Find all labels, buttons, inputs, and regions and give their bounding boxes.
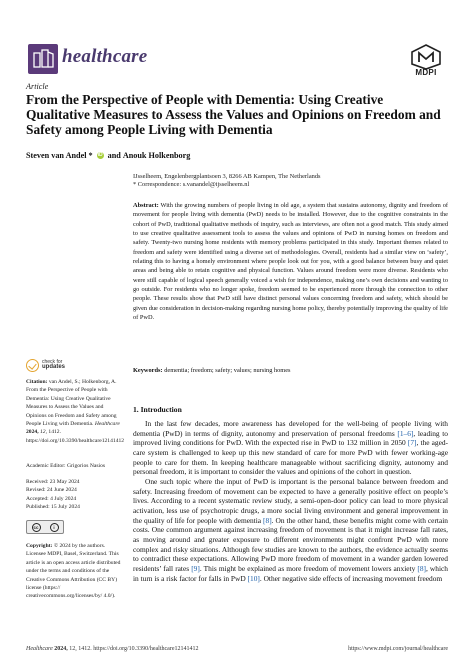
p1-text-b: , leading to improved living conditions for PwD. With the expected rise in PwD to 132 million in 2050 [133,428,448,448]
copyright-block [26,542,122,601]
p2-text-a: One such topic where the input of PwD is important is the personal balance between freedom and safety. Increasing freedom of movement can be expected to have a generally positive effect on people’s lives. According to a recent systematic review study, a semi-open-door policy can lead to more physical activation, less use of psychotropic drugs, a more social living environment and general improvement in the quality of life for people with dementia [133,476,448,525]
copyright-text: © 2024 by the authors. Licensee MDPI, Basel, Switzerland. This article is an open access article distributed under the terms and conditions of the Creative Commons Attribution (CC BY) license (https:// creativecommons.org/licenses/by/ 4.0/). [26,543,121,600]
keywords-label: Keywords: [133,367,163,374]
affiliation: IJsselheem, Engelenbergplantsoen 3, 8266 AB Kampen, The Netherlands [133,173,321,180]
p2-text-b: . On the other hand, these benefits might come with certain costs. One common argument against increasing freedom of movement is that it might increase fall rates, as moving around and greater exposure to different environments might confront PwD with more complex and risky situations. Although few studies are known to the authors, the evidence actually seems to contradict these expectations. Allowing PwD more freedom of movement in a wander garden lowered residents’ fall rates [133,515,448,573]
p2-text-c: . This might be explained as more freedom of movement lowers anxiety [199,563,418,573]
author-line [26,151,190,160]
footer-journal: Healthcare [26,646,53,652]
mdpi-logo-icon[interactable] [410,44,442,70]
copyright-label: Copyright: [26,543,53,549]
check-for-updates-button[interactable] [26,357,88,373]
citation-volume: 12, [40,429,47,436]
cc-license-badge[interactable] [26,520,64,534]
orcid-icon[interactable]: iD [97,152,103,158]
reference-link[interactable]: [8] [417,563,426,573]
article-title: From the Perspective of People with Dementia: Using Creative Qualitative Measures to Assess the Values and Opinions on Freedom and Safety among People Living with Dementia [26,92,441,138]
abstract-label: Abstract: [133,202,159,209]
footer-doi[interactable]: 12, 1412. https://doi.org/10.3390/healthcare12141412 [69,646,199,652]
p2-text-e: . Other negative side effects of increasing movement freedom [259,573,443,583]
date-accepted: Accepted: 4 July 2024 [26,495,77,502]
citation-label: Citation: [26,379,48,385]
correspondence[interactable]: * Correspondence: s.vanandel@ijsselheem.nl [133,181,250,188]
p1-text-a: In the last few decades, more awareness has developed for the well-being of people living with dementia (PwD) in terms of dignity, autonomy and preservation of personal freedoms [133,419,448,438]
journal-logo-icon [28,44,58,74]
reference-link[interactable]: [8] [263,515,272,525]
p1-text-c: , the aged-care system is challenged to keep up this new standard of care for more PwD with fewer working-age people to care for them. In keeping healthcare manageable without sacrificing dignity, autonomy and personal freedom, it is important to consider the values and opinions of the cohort in question. [133,438,448,477]
date-revised: Revised: 24 June 2024 [26,487,77,494]
check-for-updates-icon [26,359,39,372]
publisher-name: MDPI [415,68,437,77]
author-1[interactable]: Steven van Andel [26,151,87,160]
citation-text: van Andel, S.; Holkenborg, A. From the Perspective of People with Dementia: Using Creative Qualitative Measures to Assess the Values and Opinions on Freedom and Safety among People Living with Dementia. [26,379,117,428]
cc-by-icon: i [50,523,59,532]
citation-year: 2024, [26,429,39,436]
journal-name[interactable]: healthcare [62,46,148,67]
reference-link[interactable]: [9] [191,563,200,573]
keywords-text: dementia; freedom; safety; values; nursing homes [164,367,291,374]
abstract [133,201,448,322]
abstract-text: With the growing numbers of people living in old age, a system that sustains autonomy, dignity and freedom of movement for people living with dementia (PwD) needs to be installed. However, due to the cognitive constraints in the cohort of PwD, traditional qualitative methods of inquiry, such as interviews, are often not a good match. This study aimed to use creative qualitative assessment tools to assess the values and opinions of PwD in nursing homes on freedom and safety. Twenty-two nursing home residents with memory problems participated in this study. Important themes related to freedom and safety were identified using a diverse set of methodologies. Overall, residents had a similar view on ‘safety’, relating this to having a homely environment where people look out for you, with a good balance between busy and quiet areas and being able to retain cognitive and physical function. Values around freedom were more diverse. Residents who were still capable of logical speech generally voiced a wish for independence, making one’s own decisions and wanting to go outside. For residents who no longer spoke, freedom seemed to be experienced more through the connection to other people. These results show that PwD still have distinct personal values concerning freedom and safety, which should be given due consideration in decision-making regarding nursing home policy, thereby potentially improving the quality of life of PwD. [133,202,448,322]
citation-doi[interactable]: 1412. https://doi.org/10.3390/healthcare12141412 [26,429,125,444]
footer-url[interactable]: https://www.mdpi.com/journal/healthcare [348,646,448,652]
paragraph-2 [133,477,448,583]
reference-link[interactable]: [1–6] [397,428,414,438]
citation-journal: Healthcare [94,421,120,428]
section-heading: 1. Introduction [133,405,182,414]
page-footer [26,646,448,652]
introduction-body [133,419,448,583]
check-updates-line1: check for [42,358,63,365]
p2-text-d: , which in turn is a risk factor for falls in PwD [133,563,448,583]
corresponding-mark: * [88,151,93,160]
footer-year: 2024, [54,646,68,652]
check-for-updates-label [42,360,65,371]
article-type: Article [26,82,49,91]
creative-commons-icon: cc [33,524,39,530]
dates-block [26,478,122,512]
reference-link[interactable]: [7] [407,438,417,448]
keywords [133,367,448,374]
date-published: Published: 15 July 2024 [26,504,80,511]
citation-block [26,378,125,445]
author-2[interactable]: Anouk Holkenborg [122,151,191,160]
date-received: Received: 23 May 2024 [26,479,80,485]
academic-editor: Academic Editor: Grigorios Nasios [26,463,106,469]
reference-link[interactable]: [10] [247,573,260,583]
paragraph-1 [133,419,448,477]
footer-citation [26,646,199,652]
check-updates-line2: updates [42,364,66,370]
author-separator: and [107,151,121,160]
